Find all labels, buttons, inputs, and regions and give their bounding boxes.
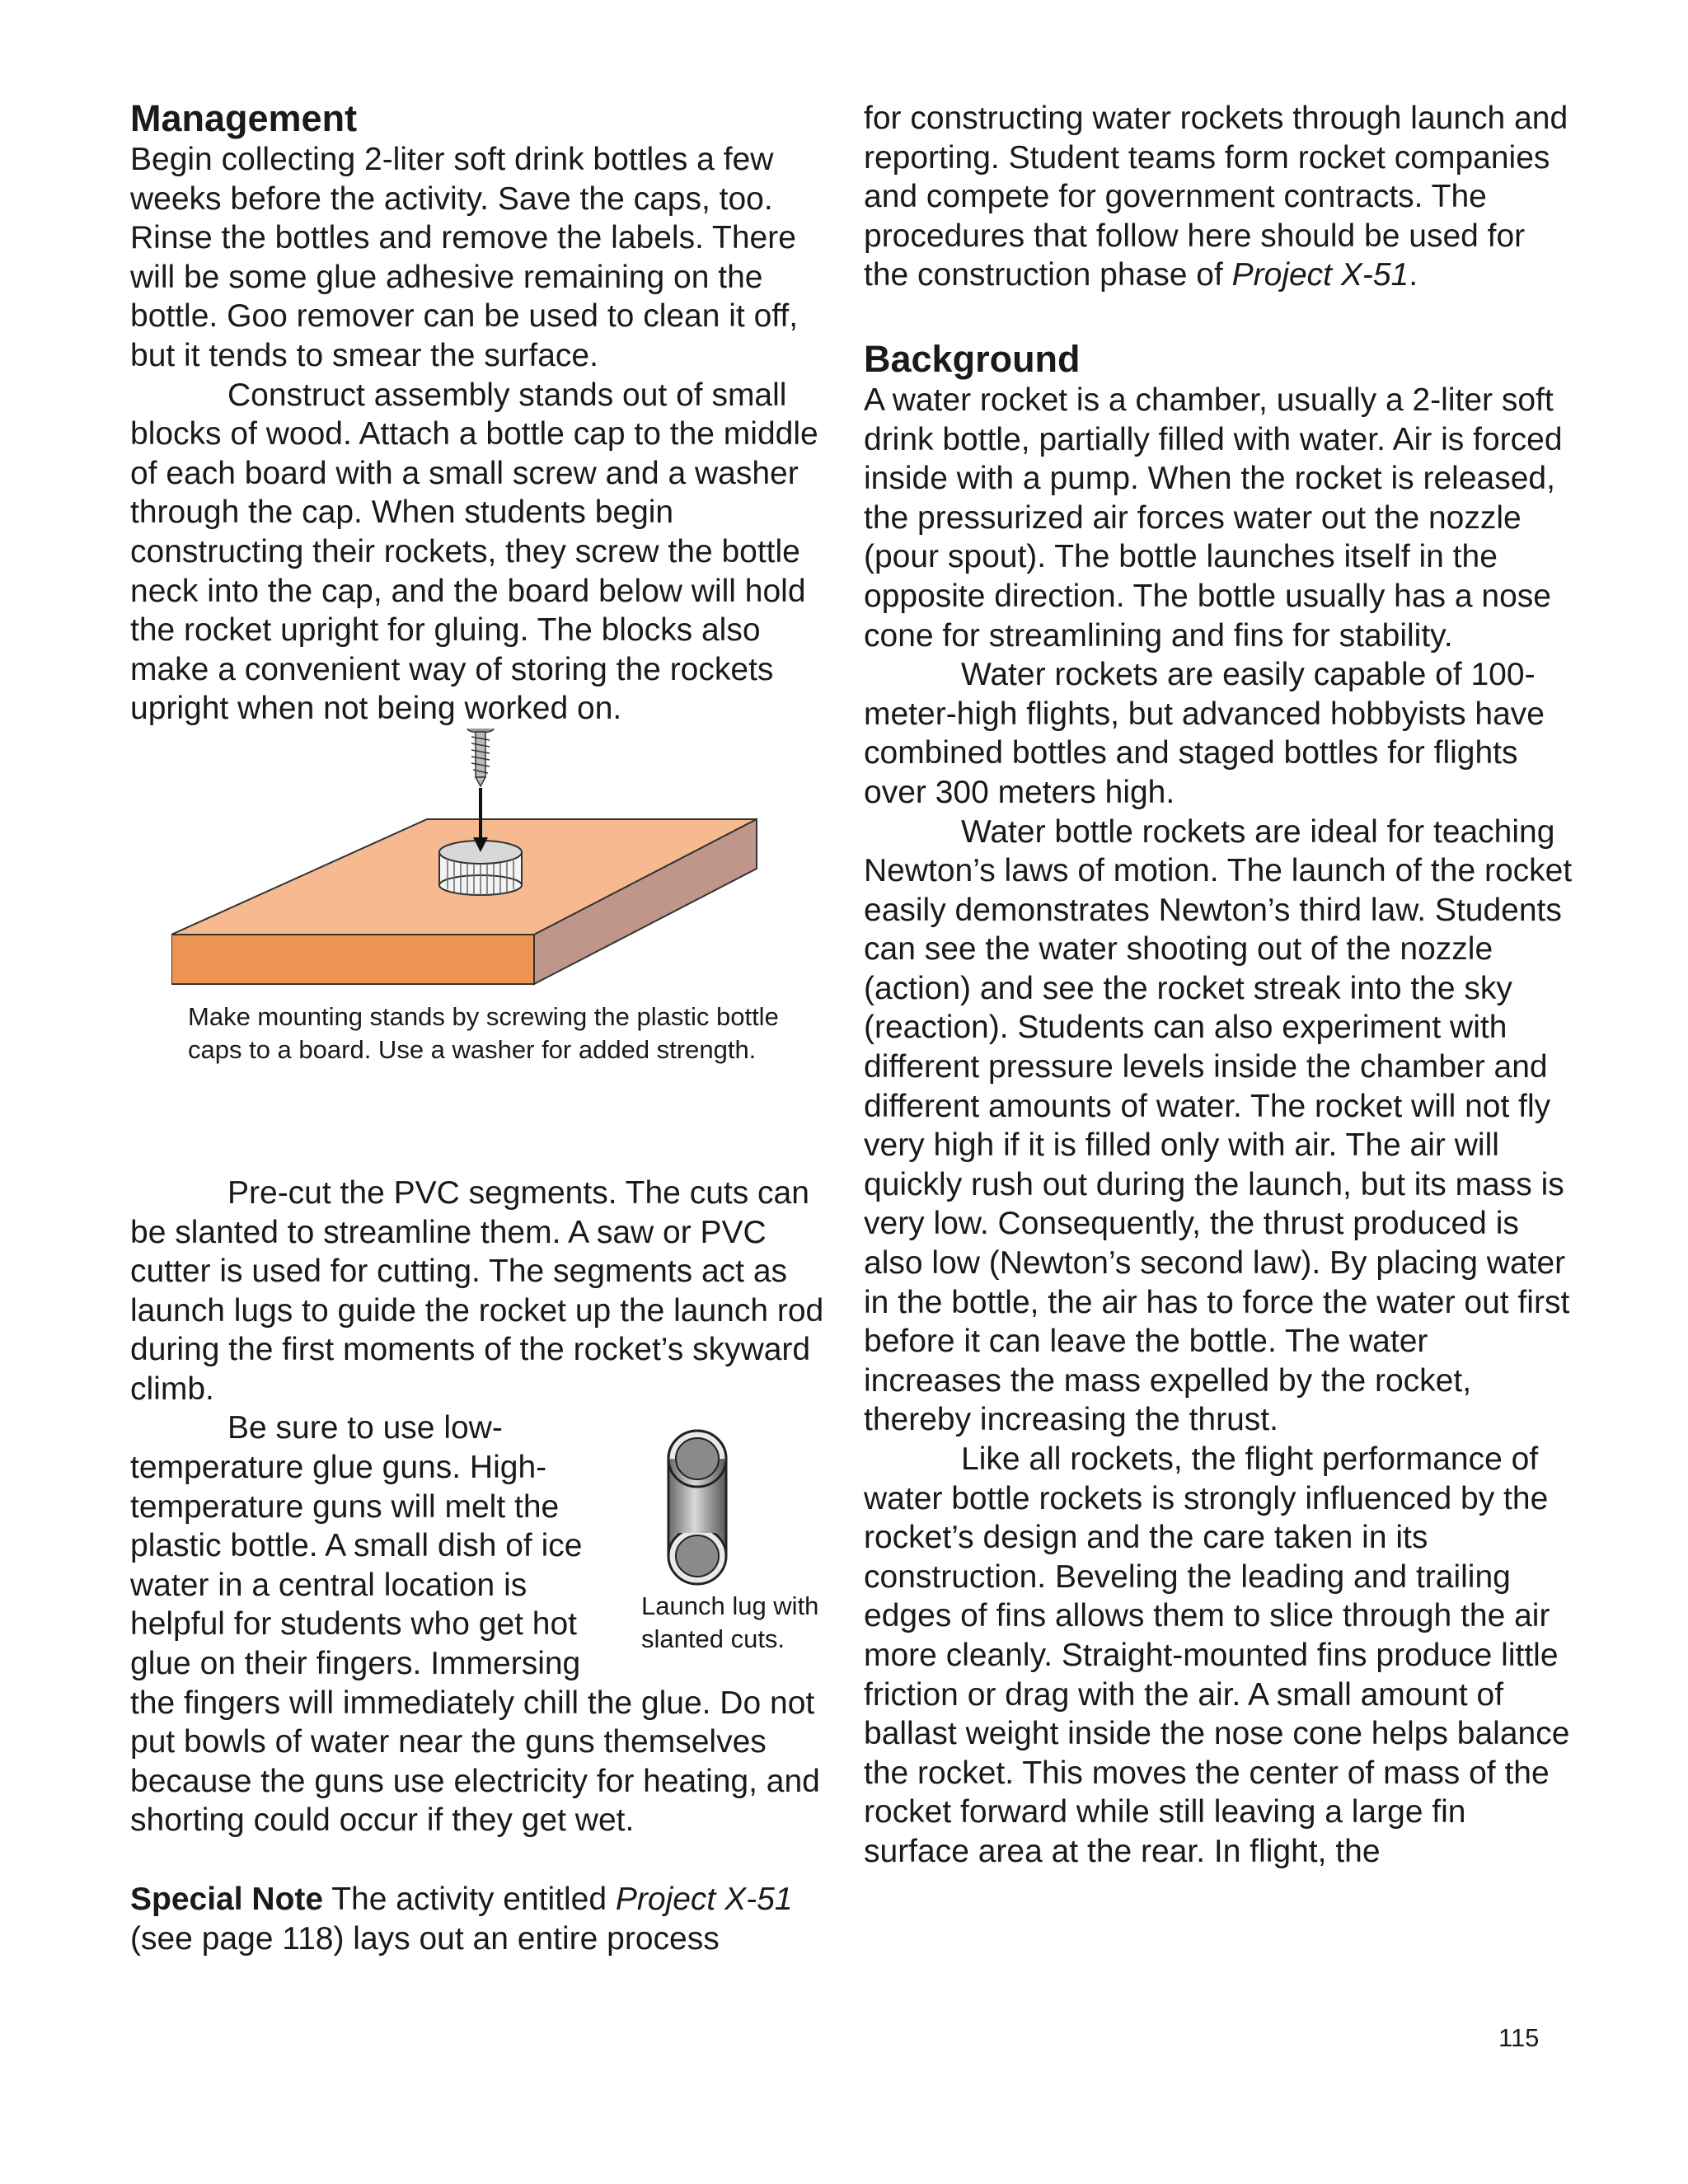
special-note-paragraph: Special Note The activity entitled Project X-51 (see page 118) lays out an entire process	[130, 1882, 793, 1957]
right-column	[864, 99, 1574, 1872]
page-number: 115	[1498, 2023, 1540, 2052]
background-paragraph-3: Water bottle rockets are ideal for teaching Newton’s laws of motion. The launch of the rocket easily demonstrates Newton’s third law. Students can see the water shooting out of the nozzle (action) and see the rocket streak into the sky (reaction). Students can also experiment with different pressure levels inside the chamber and different amounts of water. The rocket will not fly very high if it is filled only with air. The air will quickly rush out during the launch, but its mass is very low. Consequently, the thrust produced is also low (Newton’s second law). By placing water in the bottle, the air has to force the water out first before it can leave the bottle. The water increases the mass expelled by the rocket, thereby increasing the thrust.	[864, 813, 1573, 1438]
background-heading: Background	[864, 337, 1081, 380]
management-paragraph-2: Construct assembly stands out of small blocks of wood. Attach a bottle cap to the middle of each board with a small screw and a washer through the cap. When students begin constructing their rockets, they screw the bottle neck into the cap, and the board below will hold the rocket upright for gluing. The blocks also make a convenient way of storing the rockets upright when not being worked on.	[130, 377, 818, 727]
special-note-label: Special Note	[130, 1882, 324, 1917]
background-paragraph-1: A water rocket is a chamber, usually a 2-liter soft drink bottle, partially filled with water. Air is forced inside with a pump. When the rocket is released, the pressurized air forces water out the nozzle (pour spout). The bottle launches itself in the opposite direction. The bottle usually has a nose cone for streamlining and fins for stability.	[864, 382, 1563, 654]
management-heading: Management	[130, 97, 358, 139]
screw-icon	[467, 729, 494, 786]
project-x51-title: Project X-51	[615, 1882, 793, 1917]
glue-gun-paragraph: Be sure to use low-temperature glue guns. High-temperature guns will melt the plastic bottle. A small dish of ice water in a central location is helpful for students who get hot glue on their fingers. Immersing the fingers will immediately chill the glue. Do not put bowls of water near the guns themselves because the guns use electricity for heating, and shorting could occur if they get wet.	[130, 1410, 820, 1839]
launch-lug-icon	[664, 1429, 730, 1586]
project-x51-title-2: Project X-51	[1231, 257, 1409, 293]
mounting-stand-figure	[130, 729, 837, 1174]
left-column	[130, 97, 837, 1958]
stand-caption: Make mounting stands by screwing the plastic bottle caps to a board. Use a washer for added strength.	[188, 1001, 779, 1064]
background-paragraph-4: Like all rockets, the flight performance of water bottle rockets is strongly influenced by the rocket’s design and the care taken in its construction. Beveling the leading and trailing edges of fins allows them to slice through the air more cleanly. Straight-mounted fins produce little friction or drag with the air. A small amount of ballast weight inside the nose cone helps balance the rocket. This moves the center of mass of the rocket forward while still leaving a large fin surface area at the rear. In flight, the	[864, 1441, 1570, 1869]
continuation-paragraph: for constructing water rockets through launch and reporting. Student teams form rocket companies and compete for government contracts. The procedures that follow here should be used for the construction phase of Project X-51.	[864, 101, 1568, 293]
launch-lug-caption: Launch lug with slanted cuts.	[641, 1591, 819, 1654]
management-paragraph-1: Begin collecting 2-liter soft drink bottles a few weeks before the activity. Save the caps, too. Rinse the bottles and remove the labels. There will be some glue adhesive remaining on the bottle. Goo remover can be used to clean it off, but it tends to smear the surface.	[130, 142, 799, 373]
pvc-paragraph: Pre-cut the PVC segments. The cuts can be slanted to streamline them. A saw or PVC cutter is used for cutting. The segments act as launch lugs to guide the rocket up the launch rod during the first moments of the rocket’s skyward climb.	[130, 1174, 824, 1407]
board-front	[171, 935, 534, 984]
launch-lug-figure	[598, 1408, 837, 1680]
glue-gun-section	[130, 1408, 837, 1840]
mounting-stand-illustration	[171, 729, 798, 1001]
background-paragraph-2: Water rockets are easily capable of 100-meter-high flights, but advanced hobbyists have combined bottles and staged bottles for flights over 300 meters high.	[864, 657, 1545, 810]
